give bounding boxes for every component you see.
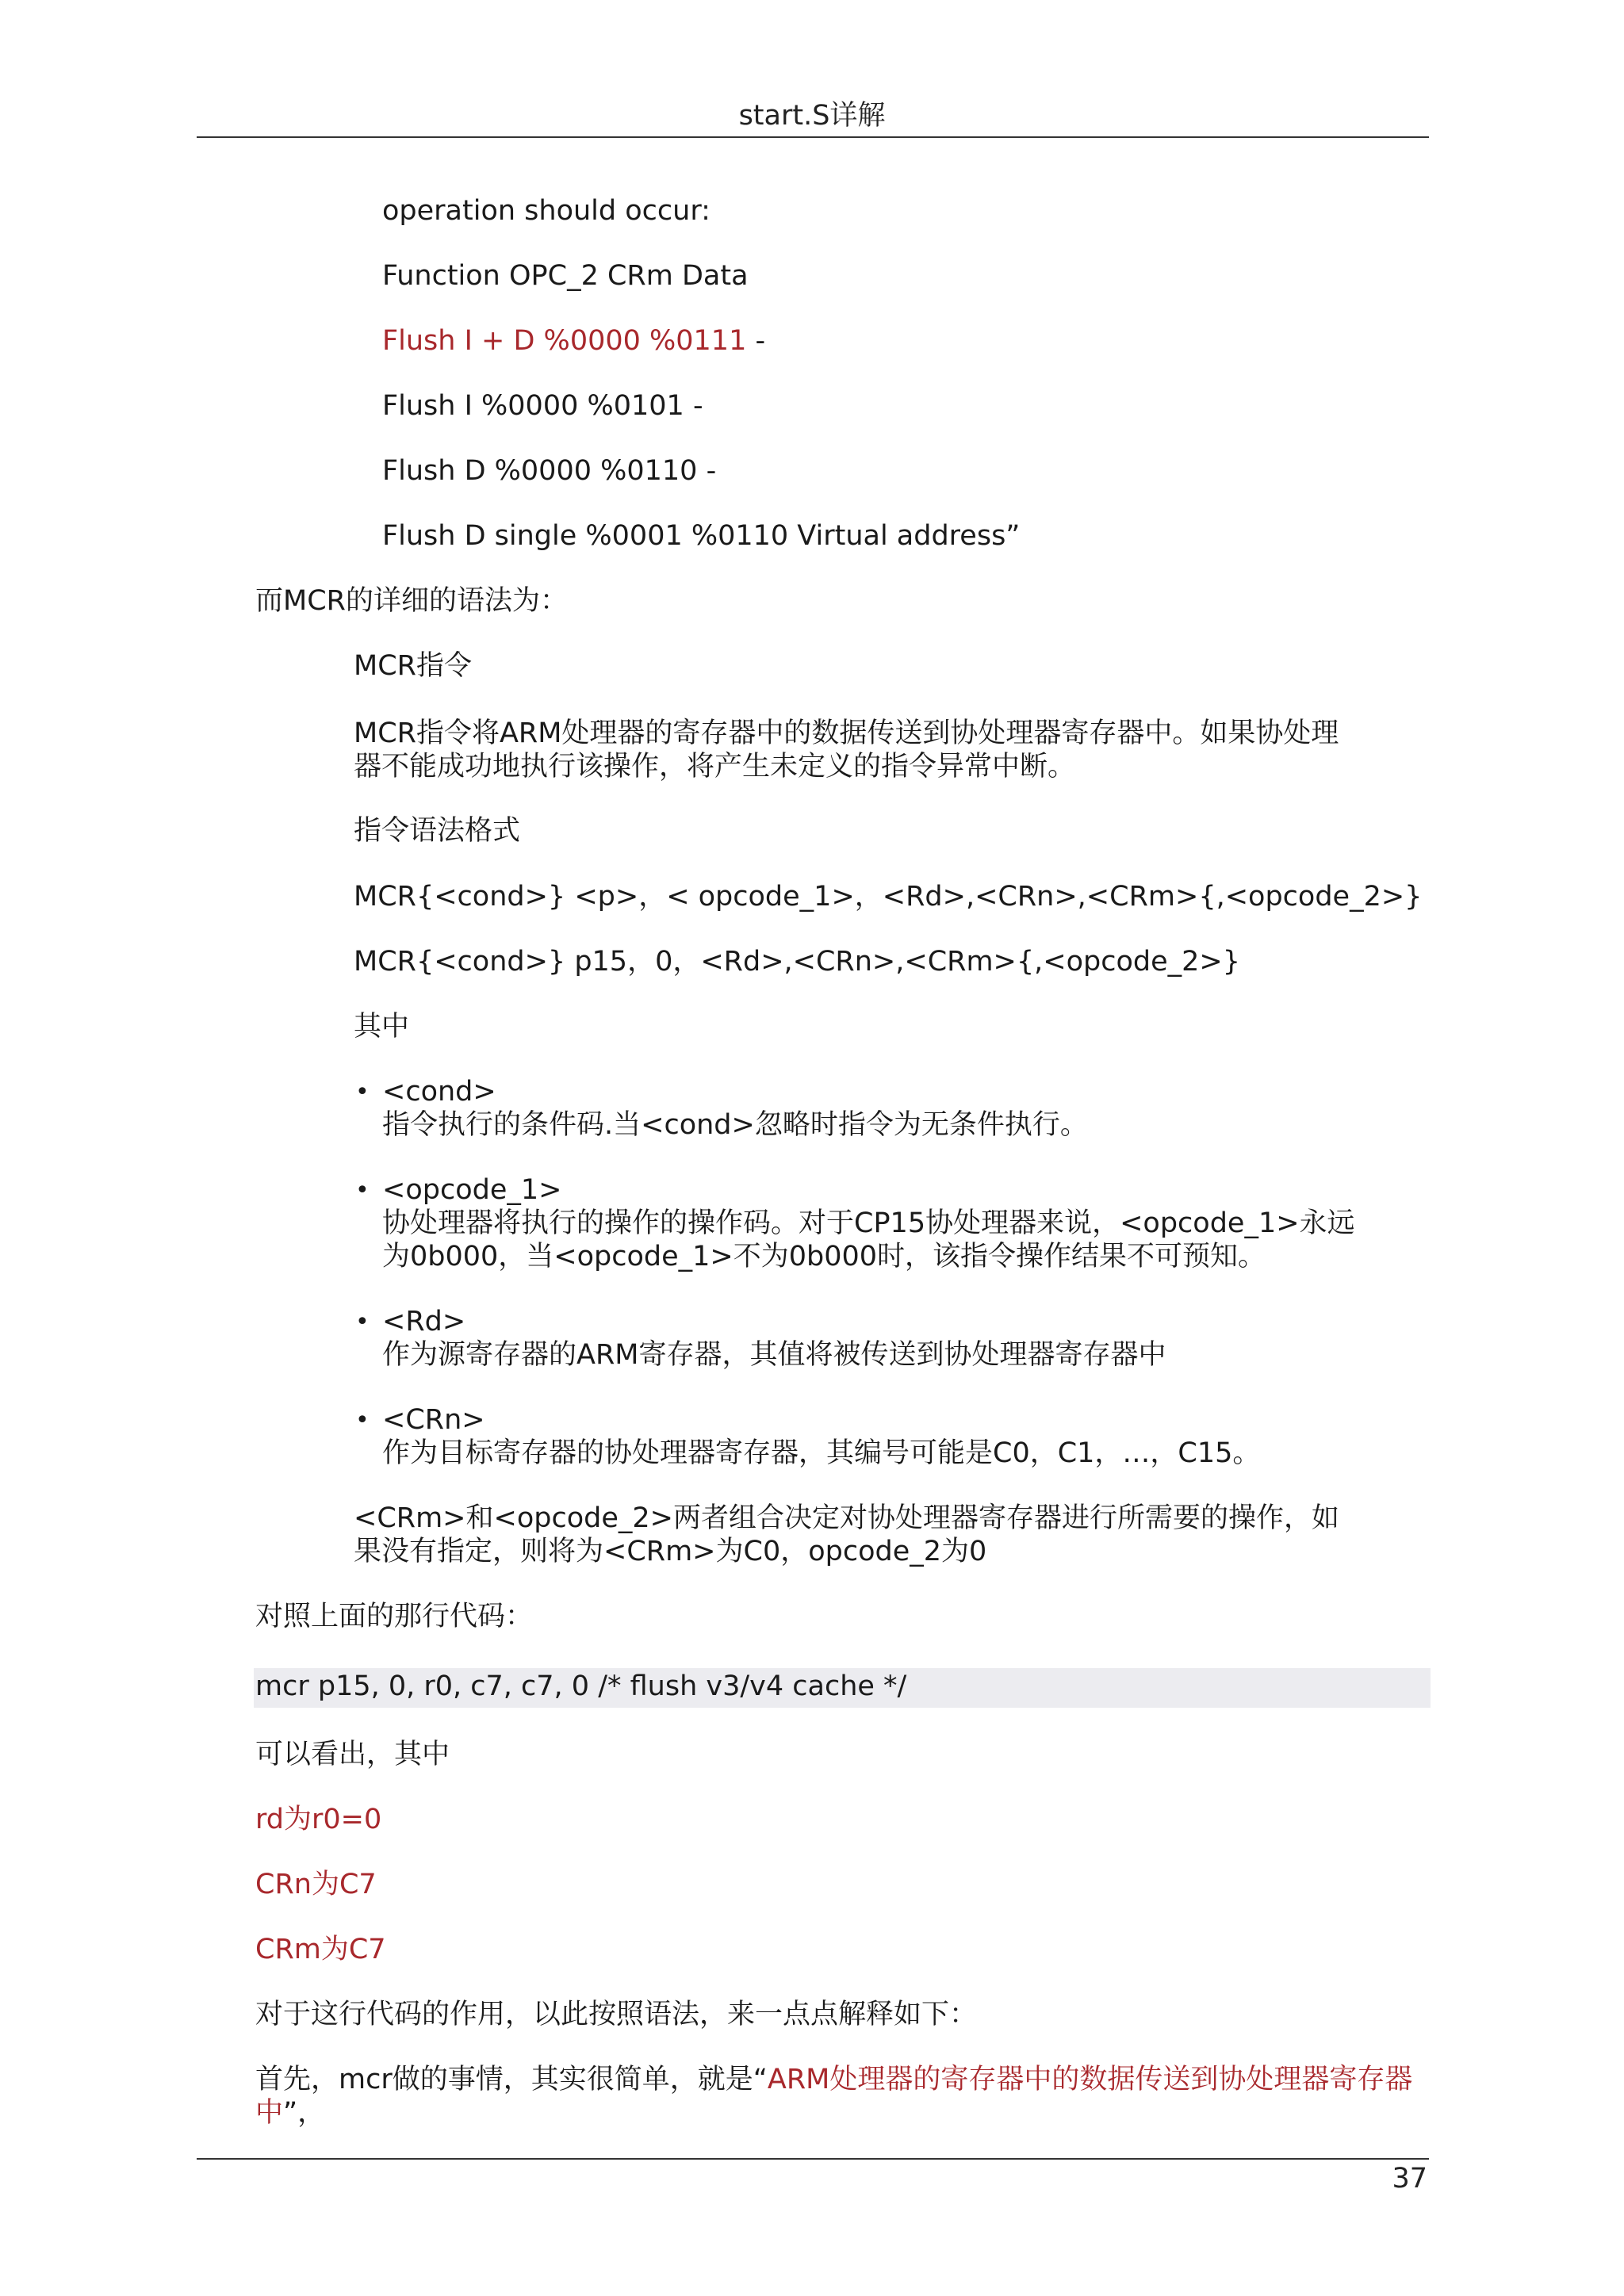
- compare-intro: 对照上面的那行代码：: [255, 1601, 534, 1632]
- param-desc: 为0b000，当<opcode_1>不为0b000时，该指令操作结果不可预知。: [382, 1241, 1266, 1272]
- header-rule: [197, 136, 1429, 138]
- mcr-desc-line-2: 器不能成功地执行该操作，将产生未定义的指令异常中断。: [354, 751, 1076, 783]
- finding-rd: rd为r0=0: [255, 1804, 382, 1835]
- param-desc: 协处理器将执行的操作的操作码。对于CP15协处理器来说，<opcode_1>永远: [382, 1207, 1355, 1239]
- running-header-title: start.S详解: [738, 100, 886, 132]
- page-number: 37: [1392, 2163, 1427, 2195]
- param-name: <CRn>: [382, 1404, 485, 1436]
- mcr-heading: MCR指令: [354, 650, 472, 682]
- table-line-3: [382, 324, 765, 358]
- finding-crn: CRn为C7: [255, 1869, 377, 1900]
- bullet-dot: •: [355, 1177, 370, 1204]
- syntax-line-1: MCR{<cond>} <p>，< opcode_1>，<Rd>,<CRn>,<CRm>{,<opcode_2>}: [354, 881, 1423, 913]
- syntax-heading: 指令语法格式: [354, 815, 521, 847]
- mcr-desc-line-1: MCR指令将ARM处理器的寄存器中的数据传送到协处理器寄存器中。如果协处理: [354, 718, 1339, 749]
- syntax-line-2: MCR{<cond>} p15，0，<Rd>,<CRn>,<CRm>{,<opcode_2>}: [354, 946, 1241, 978]
- footer-rule: [197, 2158, 1429, 2160]
- final-line-1: [255, 2063, 1412, 2096]
- param-desc: 作为源寄存器的ARM寄存器，其值将被传送到协处理器寄存器中: [382, 1339, 1166, 1371]
- bullet-dot: •: [355, 1078, 370, 1106]
- bullet-dot: •: [355, 1308, 370, 1336]
- param-name: <cond>: [382, 1076, 496, 1108]
- table-line-3-suffix: -: [746, 325, 766, 357]
- table-line-1: operation should occur:: [382, 195, 710, 227]
- code-line: mcr p15, 0, r0, c7, c7, 0 /* flush v3/v4 cache */: [255, 1670, 907, 1702]
- table-line-2: Function OPC_2 CRm Data: [382, 260, 749, 292]
- table-line-6: Flush D single %0001 %0110 Virtual address”: [382, 520, 1021, 552]
- note-line-2: 果没有指定，则将为<CRm>为C0，opcode_2为0: [354, 1536, 987, 1567]
- final-highlight-2: 中: [255, 2097, 284, 2129]
- table-line-4: Flush I %0000 %0101 -: [382, 390, 703, 422]
- explain-intro: 对于这行代码的作用，以此按照语法，来一点点解释如下：: [255, 1999, 978, 2030]
- where-label: 其中: [354, 1011, 410, 1043]
- param-desc: 作为目标寄存器的协处理器寄存器，其编号可能是C0，C1，…，C15。: [382, 1437, 1261, 1469]
- param-name: <opcode_1>: [382, 1174, 562, 1206]
- final-highlight-1: ARM处理器的寄存器中的数据传送到协处理器寄存器: [767, 2064, 1413, 2095]
- table-line-5: Flush D %0000 %0110 -: [382, 455, 717, 487]
- observe-text: 可以看出，其中: [255, 1739, 450, 1770]
- bullet-dot: •: [355, 1406, 370, 1434]
- finding-crm: CRm为C7: [255, 1934, 386, 1965]
- final-line-2: [255, 2096, 325, 2130]
- mcr-intro: 而MCR的详细的语法为：: [255, 585, 568, 617]
- final-prefix: 首先，mcr做的事情，其实很简单，就是“: [255, 2064, 768, 2095]
- param-desc: 指令执行的条件码.当<cond>忽略时指令为无条件执行。: [382, 1109, 1088, 1141]
- table-line-3-highlight: Flush I + D %0000 %0111: [382, 325, 747, 357]
- note-line-1: <CRm>和<opcode_2>两者组合决定对协处理器寄存器进行所需要的操作，如: [354, 1502, 1339, 1534]
- final-suffix: ”，: [283, 2097, 326, 2129]
- param-name: <Rd>: [382, 1306, 466, 1337]
